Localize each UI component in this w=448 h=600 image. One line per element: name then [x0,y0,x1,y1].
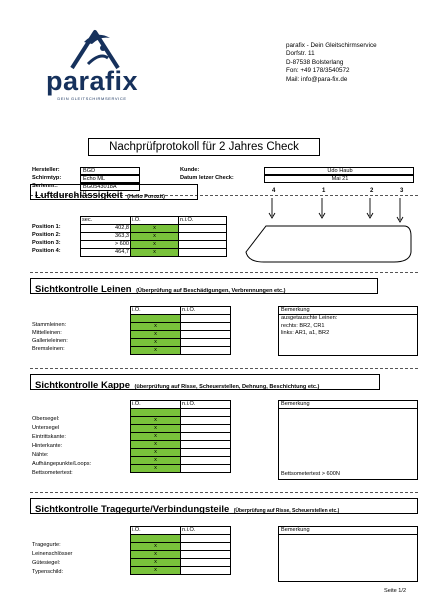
kunde-value: Udo Haub [264,167,414,175]
harness-label: Tragegurte: [32,542,61,548]
nok-cell [181,543,231,551]
ok-mark: x [131,449,181,457]
datum-value: Mai 21 [264,175,414,183]
table-row [81,241,227,249]
porosity-header [30,184,198,200]
ok-mark: x [131,551,181,559]
remark-header: Bemerkung [279,527,417,535]
porosity-title: Luftdurchlässigkeit [35,190,123,201]
canopy-label: Hinterkante: [32,443,63,449]
contact-line: Fon: +49 178/3540572 [286,67,350,75]
nok-cell [181,559,231,567]
nok-cell [181,433,231,441]
harness-label: Leinenschlösser [32,551,73,557]
page-title: Nachprüfprotokoll für 2 Jahres Check [88,138,320,156]
porosity-label-3: Position 3: [32,240,61,246]
page-number: Seite 1/2 [384,588,407,594]
col-header-nio: n.i.O. [181,401,231,409]
nok-cell [181,535,231,543]
ok-mark: x [131,559,181,567]
col-header-nio: n.i.O. [179,217,227,225]
ok-mark: x [131,567,181,575]
table-row [131,347,231,355]
table-row [131,535,231,543]
nok-cell [181,551,231,559]
logo-wordmark: parafix [45,66,139,96]
remark-line: rechts: BR2, CR1 [281,322,325,329]
canopy-subtitle: (überprüfung auf Risse, Scheuerstellen, Dehnung, Beschichtung etc.) [134,384,320,390]
lines-title: Sichtkontrolle Leinen [35,284,132,295]
nok-cell [181,417,231,425]
nok-cell [181,449,231,457]
canopy-label: Nähte: [32,452,49,458]
porosity-value: 464,7 [81,249,131,257]
table-row [131,465,231,473]
ok-mark [131,535,181,543]
ok-mark: x [131,441,181,449]
nok-cell [181,567,231,575]
nok-cell [181,441,231,449]
ok-mark: x [131,347,181,355]
lines-subtitle: (Überprüfung auf Beschädigungen, Verbrennungen etc.) [136,288,286,294]
seriennr-label: Seriennr.: [32,183,58,189]
table-row [81,233,227,241]
lines-label: Stammleinen: [32,322,67,328]
contact-line: Mail: info@para-fix.de [286,75,348,83]
ok-mark: x [131,241,179,249]
position-number: 2 [370,188,374,194]
table-row [131,449,231,457]
col-header-io: i.O. [131,217,179,225]
table-row [131,433,231,441]
harness-title: Sichtkontrolle Tragegurte/Verbindungsteile [35,504,230,515]
porosity-label-4: Position 4: [32,248,61,254]
canopy-label: Obersegel: [32,416,60,422]
nok-cell [181,331,231,339]
col-header-nio: n.i.O. [181,527,231,535]
ok-mark: x [131,433,181,441]
canopy-label: Eintrittskante: [32,434,66,440]
table-row [131,441,231,449]
canopy-remark-box [278,400,418,480]
ok-mark [131,315,181,323]
harness-subtitle: (Überprüfung auf Risse, Scheuerstellen etc.) [233,508,340,514]
divider [30,368,418,369]
lines-table [130,306,231,355]
table-row [131,315,231,323]
nok-cell [181,425,231,433]
ok-mark [131,409,181,417]
nok-cell [179,225,227,233]
logo-tagline: DEIN GLEITSCHIRMSERVICE [57,96,127,101]
canopy-title: Sichtkontrolle Kappe [35,380,131,391]
table-row [131,425,231,433]
ok-mark: x [131,233,179,241]
nok-cell [181,323,231,331]
harness-label: Gütesiegel: [32,560,61,566]
contact-line: Dorfstr. 11 [286,50,315,58]
lines-label: Bremsleinen: [32,346,65,352]
col-header-nio: n.i.O. [181,307,231,315]
table-row [131,339,231,347]
table-row [131,559,231,567]
ok-mark: x [131,331,181,339]
nok-cell [179,241,227,249]
position-number: 1 [322,188,326,194]
table-row [131,551,231,559]
datum-label: Datum letzer Check: [180,175,234,181]
nok-cell [179,233,227,241]
col-header-io: i.O. [131,527,181,535]
remark-header: Bemerkung [279,307,417,315]
kunde-label: Kunde: [180,167,200,173]
remark-line: Bettsometertest > 600N [281,470,340,477]
lines-remark-box [278,306,418,356]
table-row [131,543,231,551]
hersteller-value: BGD [80,167,140,175]
table-row [81,249,227,257]
contact-block [286,42,377,84]
nok-cell [181,465,231,473]
remark-header: Bemerkung [279,401,417,409]
position-number: 3 [400,188,404,194]
ok-mark: x [131,323,181,331]
table-row [131,567,231,575]
position-arrows-icon [264,196,414,224]
lines-label: Gallerieleinen: [32,338,68,344]
ok-mark: x [131,457,181,465]
seriennr-value: BG0543018A [80,183,140,191]
divider [30,492,418,493]
ok-mark: x [131,543,181,551]
harness-header [30,498,418,514]
nok-cell [179,249,227,257]
divider [30,272,418,273]
schirmtyp-value: Echo ML [80,175,140,183]
lines-header [30,278,378,294]
table-row [131,417,231,425]
porosity-value: 363,3 [81,233,131,241]
col-header-io: i.O. [131,307,181,315]
nok-cell [181,315,231,323]
nok-cell [181,457,231,465]
ok-mark: x [131,417,181,425]
table-row [131,331,231,339]
remark-line: links: AR1, a1, BR2 [281,330,330,336]
harness-label: Typenschild: [32,569,64,575]
col-header-sec: sec. [81,217,131,225]
table-row [131,323,231,331]
canopy-table [130,400,231,473]
porosity-subtitle: (Hello Porozit) [127,194,165,200]
lines-label: Mittelleinen: [32,330,62,336]
canopy-header [30,374,380,390]
ok-mark: x [131,225,179,233]
position-number: 4 [272,188,276,194]
porosity-value: > 600 [81,241,131,249]
nok-cell [181,339,231,347]
contact-line: D-87538 Bolsterlang [286,58,344,66]
porosity-label-2: Position 2: [32,232,61,238]
canopy-label: Untersegel [32,425,60,431]
ok-mark: x [131,465,181,473]
porosity-label-1: Position 1: [32,224,61,230]
porosity-table [80,216,227,257]
table-row [131,409,231,417]
nok-cell [181,347,231,355]
ok-mark: x [131,339,181,347]
remark-line: ausgetauschte Leinen: [281,315,338,321]
schirmtyp-label: Schirmtyp: [32,175,62,181]
hersteller-label: Hersteller: [32,167,60,173]
glider-diagram-icon [244,222,412,264]
canopy-label: Aufhängepunkte/Loops: [32,461,92,467]
table-row [81,225,227,233]
porosity-value: 402,8 [81,225,131,233]
table-row [131,457,231,465]
harness-table [130,526,231,575]
nok-cell [181,409,231,417]
ok-mark: x [131,249,179,257]
contact-line: parafix - Dein Gleitschirmservice [286,42,377,49]
col-header-io: i.O. [131,401,181,409]
ok-mark: x [131,425,181,433]
canopy-label: Bettsometertest: [32,470,73,476]
harness-remark-box [278,526,418,582]
